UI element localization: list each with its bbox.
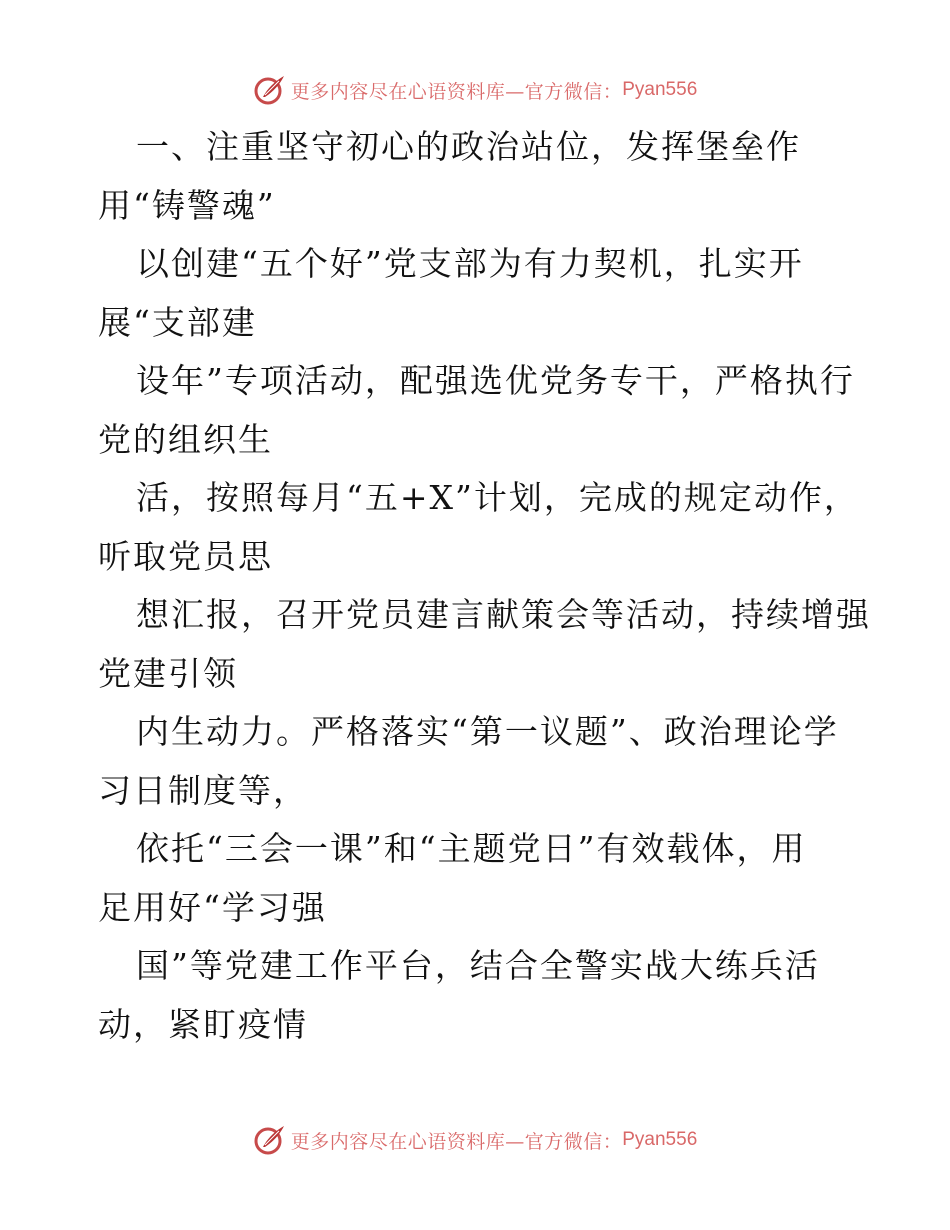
body-line: 依托“三会一课”和“主题党日”有效载体，用 xyxy=(136,829,807,868)
body-line: 用“铸警魂” xyxy=(98,185,276,225)
body-line: 想汇报，召开党员建言献策会等活动，持续增强 xyxy=(136,595,871,634)
body-line: 以创建“五个好”党支部为有力契机，扎实开 xyxy=(136,244,804,283)
feather-circle-logo-icon xyxy=(253,1123,287,1157)
footer-watermark xyxy=(0,1118,950,1162)
body-line: 党建引领 xyxy=(98,653,238,693)
body-line: 党的组织生 xyxy=(98,419,273,459)
header-watermark xyxy=(0,68,950,112)
watermark-wechat-id: Pyan556 xyxy=(622,1129,698,1150)
body-line: 活，按照每月“五+X”计划，完成的规定动作， xyxy=(136,478,859,517)
watermark-text: 更多内容尽在心语资料库—官方微信： xyxy=(290,80,623,103)
body-line: 足用好“学习强 xyxy=(98,887,327,927)
body-line: 习日制度等， xyxy=(98,770,308,810)
watermark-text: 更多内容尽在心语资料库—官方微信： xyxy=(290,1130,623,1153)
body-line: 听取党员思 xyxy=(98,536,273,576)
watermark-wechat-id: Pyan556 xyxy=(622,79,698,100)
body-line: 展“支部建 xyxy=(98,302,257,342)
body-line: 设年”专项活动，配强选优党务专干，严格执行 xyxy=(136,361,855,400)
feather-circle-logo-icon xyxy=(253,73,287,107)
body-line: 一、注重坚守初心的政治站位，发挥堡垒作 xyxy=(136,127,801,166)
body-line: 动，紧盯疫情 xyxy=(98,1004,308,1044)
body-line: 国”等党建工作平台，结合全警实战大练兵活 xyxy=(136,946,820,985)
body-line: 内生动力。严格落实“第一议题”、政治理论学 xyxy=(136,712,839,751)
document-body xyxy=(98,118,871,1054)
